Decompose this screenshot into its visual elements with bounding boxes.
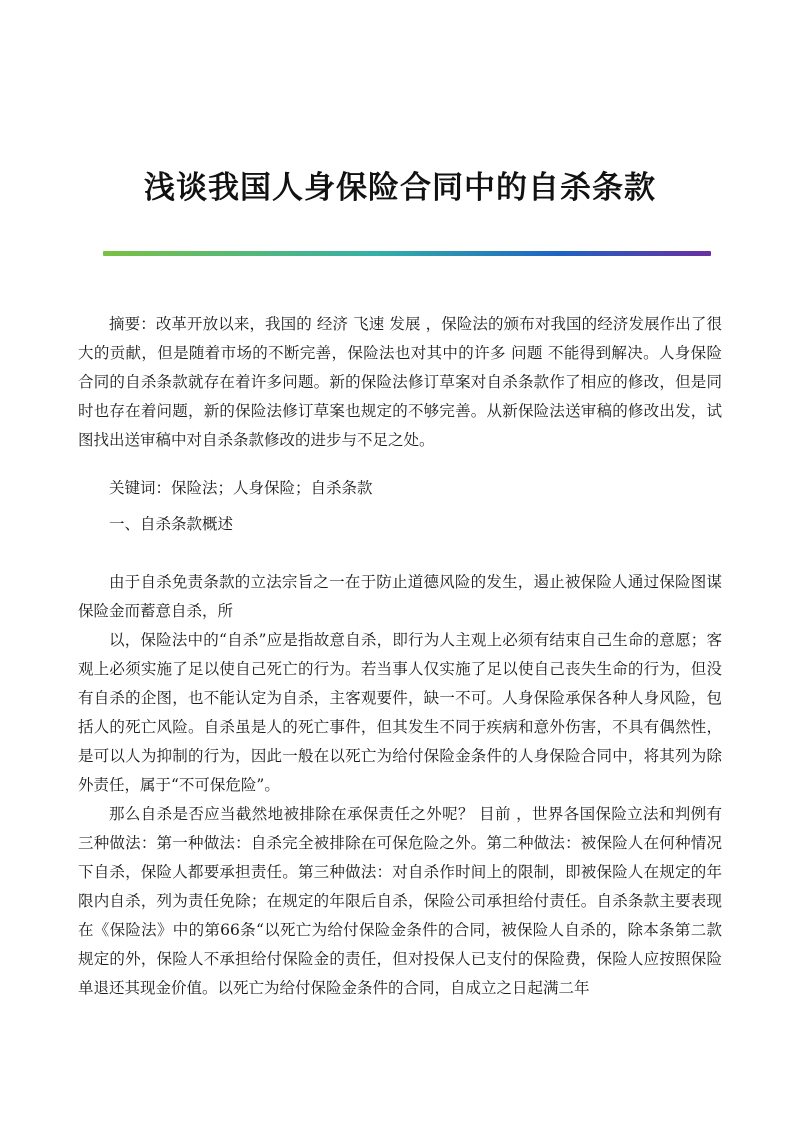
abstract-paragraph: 摘要：改革开放以来，我国的 经济 飞速 发展 ，保险法的颁布对我国的经济发展作出了很大的贡献，但是随着市场的不断完善，保险法也对其中的许多 问题 不能得到解决。人身保险合同的自杀条款就存在着许多问题。新的保险法修订草案对自杀条款作了相应的修改，但是同时也存在着问题，新的保险法修订草案也规定的不够完善。从新保险法送审稿的修改出发，试图找出送审稿中对自杀条款修改的进步与不足之处。 [78, 315, 722, 449]
title-divider [103, 251, 711, 256]
section-heading-block [78, 510, 722, 539]
document-title: 浅谈我国人身保险合同中的自杀条款 [144, 170, 656, 206]
body-paragraph: 那么自杀是否应当截然地被排除在承保责任之外呢？ 目前 ，世界各国保险立法和判例有三种做法：第一种做法：自杀完全被排除在可保危险之外。第二种做法：被保险人在何种情况下自杀，保险人都要承担责任。第三种做法：对自杀作时间上的限制，即被保险人在规定的年限内自杀，列为责任免除；在规定的年限后自杀，保险公司承担给付责任。自杀条款主要表现在《保险法》中的第66条“以死亡为给付保险金条件的合同，被保险人自杀的，除本条第二款规定的外，保险人不承担给付保险金的责任，但对投保人已支付的保险费，保险人应按照保险单退还其现金价值。以死亡为给付保险金条件的合同，自成立之日起满二年 [78, 805, 722, 997]
body-paragraph: 由于自杀免责条款的立法宗旨之一在于防止道德风险的发生，遏止被保险人通过保险图谋保险金而蓄意自杀，所 [78, 573, 722, 620]
keywords-block [78, 474, 722, 503]
keywords-line: 关键词：保险法；人身保险；自杀条款 [109, 479, 373, 497]
body-paragraph: 以，保险法中的“自杀”应是指故意自杀，即行为人主观上必须有结束自己生命的意愿；客观上必须实施了足以使自己死亡的行为。若当事人仅实施了足以使自己丧失生命的行为，但没有自杀的企图，也不能认定为自杀，主客观要件，缺一不可。人身保险承保各种人身风险，包括人的死亡风险。自杀虽是人的死亡事件，但其发生不同于疾病和意外伤害，不具有偶然性，是可以人为抑制的行为，因此一般在以死亡为给付保险金条件的人身保险合同中，将其列为除外责任，属于“不可保危险”。 [78, 631, 722, 794]
abstract-block [78, 310, 722, 455]
section-body [78, 568, 722, 1003]
section-heading: 一、自杀条款概述 [109, 515, 234, 533]
